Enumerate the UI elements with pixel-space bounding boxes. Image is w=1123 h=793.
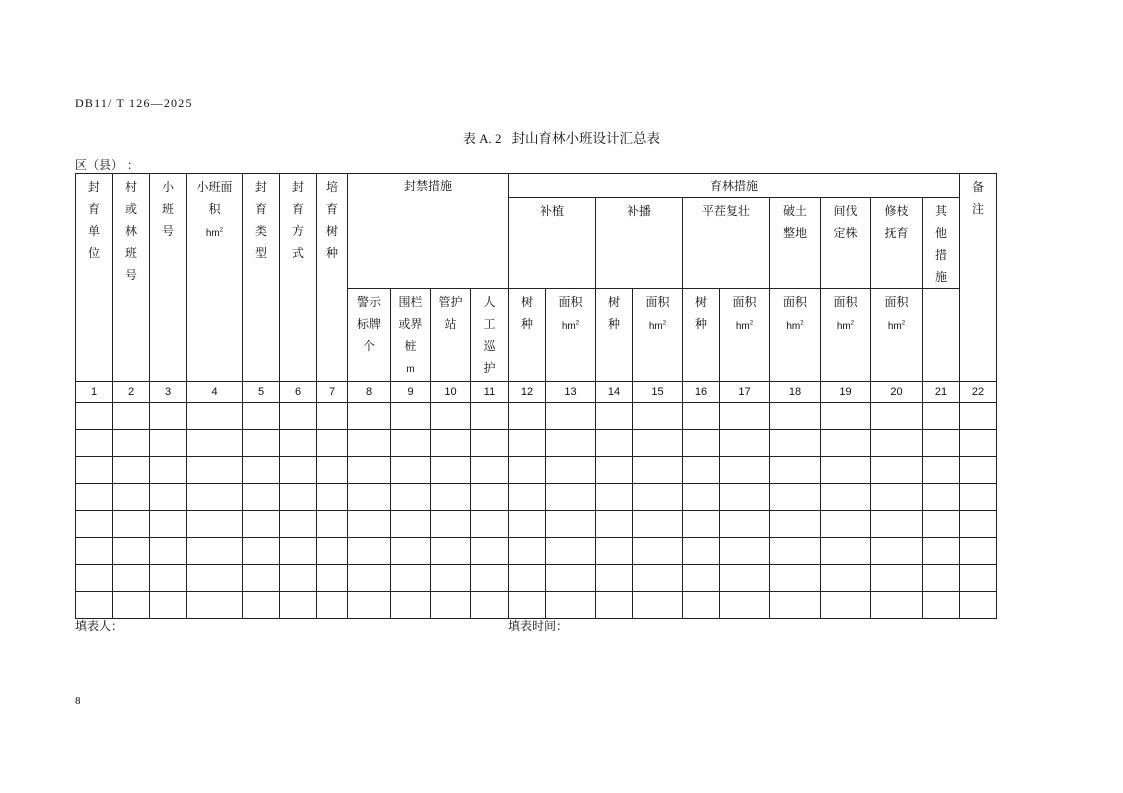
column-number-15: 15 [633, 382, 683, 403]
table-cell [923, 538, 960, 565]
table-cell [596, 484, 633, 511]
table-cell [76, 592, 113, 619]
column-number-22: 22 [960, 382, 997, 403]
table-cell [770, 538, 821, 565]
header-mian-ji-19-text: 面积 [833, 295, 858, 309]
table-cell [348, 484, 391, 511]
table-cell [317, 484, 348, 511]
header-shu-zhong-14: 树种 [596, 289, 633, 382]
header-qi-ta-cuo-shi: 其他措施 [923, 198, 960, 289]
table-cell [391, 511, 431, 538]
table-cell [720, 403, 770, 430]
table-cell [923, 565, 960, 592]
table-cell [633, 565, 683, 592]
table-cell [509, 565, 546, 592]
header-mian-ji-17-text: 面积 [732, 295, 757, 309]
column-number-12: 12 [509, 382, 546, 403]
table-cell [348, 403, 391, 430]
table-cell [546, 511, 596, 538]
table-cell [546, 403, 596, 430]
header-jing-shi-biao-pai [348, 289, 391, 382]
table-cell [596, 430, 633, 457]
column-number-6: 6 [280, 382, 317, 403]
table-cell [150, 484, 187, 511]
header-shu-zhong-12: 树种 [509, 289, 546, 382]
table-cell [150, 430, 187, 457]
header-xiao-ban-hao: 小班号 [150, 174, 187, 382]
table-cell [720, 484, 770, 511]
table-cell [683, 538, 720, 565]
table-cell [317, 565, 348, 592]
header-cun-lin-ban-hao: 村或林班号 [113, 174, 150, 382]
table-cell [923, 511, 960, 538]
column-number-18: 18 [770, 382, 821, 403]
table-cell [960, 484, 997, 511]
column-number-8: 8 [348, 382, 391, 403]
header-ping-cha-fu-zhuang: 平茬复壮 [683, 198, 770, 289]
table-cell [280, 484, 317, 511]
table-cell [596, 538, 633, 565]
table-cell [391, 592, 431, 619]
table-cell [471, 538, 509, 565]
header-xiao-ban-mian-ji [187, 174, 243, 382]
table-cell [280, 430, 317, 457]
table-cell [431, 592, 471, 619]
unit-ge: 个 [362, 339, 375, 353]
column-number-17: 17 [720, 382, 770, 403]
table-cell [923, 457, 960, 484]
table-cell [348, 457, 391, 484]
table-cell [187, 403, 243, 430]
table-cell [546, 565, 596, 592]
header-feng-yu-dan-wei: 封育单位 [76, 174, 113, 382]
table-cell [596, 403, 633, 430]
table-cell [187, 565, 243, 592]
table-cell [243, 403, 280, 430]
header-feng-yu-lei-xing: 封育类型 [243, 174, 280, 382]
table-cell [280, 511, 317, 538]
header-mian-ji-13-text: 面积 [558, 295, 583, 309]
header-pei-yu-shu-zhong: 培育树种 [317, 174, 348, 382]
header-bei-zhu: 备注 [960, 174, 997, 382]
table-cell [187, 484, 243, 511]
table-cell [280, 565, 317, 592]
table-cell [546, 457, 596, 484]
column-number-14: 14 [596, 382, 633, 403]
table-cell [243, 484, 280, 511]
header-mian-ji-18 [770, 289, 821, 382]
table-cell [596, 565, 633, 592]
table-cell [633, 511, 683, 538]
unit-hm2: $hm^2$ [648, 321, 667, 333]
table-cell [633, 484, 683, 511]
table-cell [821, 565, 871, 592]
unit-hm2: $hm^2$ [887, 321, 906, 333]
table-cell [923, 430, 960, 457]
header-feng-jin-cuo-shi: 封禁措施 [348, 174, 509, 289]
region-label: 区（县） ： [75, 158, 139, 172]
table-cell [720, 592, 770, 619]
table-cell [960, 430, 997, 457]
table-cell [76, 538, 113, 565]
header-mian-ji-20 [871, 289, 923, 382]
header-bu-bo: 补播 [596, 198, 683, 289]
table-cell [960, 592, 997, 619]
table-cell [509, 538, 546, 565]
table-cell [348, 511, 391, 538]
table-cell [770, 511, 821, 538]
table-cell [471, 592, 509, 619]
column-number-19: 19 [821, 382, 871, 403]
table-cell [391, 403, 431, 430]
table-cell [431, 403, 471, 430]
table-cell [243, 538, 280, 565]
table-cell [150, 511, 187, 538]
table-cell [317, 592, 348, 619]
header-xiu-zhi-fu-yu: 修枝抚育 [871, 198, 923, 289]
table-cell [348, 430, 391, 457]
table-cell [633, 430, 683, 457]
table-cell [871, 403, 923, 430]
table-cell [720, 430, 770, 457]
column-number-3: 3 [150, 382, 187, 403]
table-row [76, 538, 997, 565]
table-cell [960, 511, 997, 538]
table-cell [546, 538, 596, 565]
unit-hm2: $hm^2$ [786, 321, 804, 333]
table-cell [509, 403, 546, 430]
table-cell [871, 484, 923, 511]
table-cell [683, 592, 720, 619]
column-number-2: 2 [113, 382, 150, 403]
table-cell [317, 430, 348, 457]
table-cell [596, 592, 633, 619]
table-cell [871, 457, 923, 484]
table-cell [471, 511, 509, 538]
table-cell [187, 511, 243, 538]
table-cell [509, 511, 546, 538]
table-cell [243, 592, 280, 619]
column-number-4: 4 [187, 382, 243, 403]
standard-code: DB11/ T 126—2025 [75, 96, 193, 110]
design-summary-table [75, 173, 997, 619]
table-cell [871, 511, 923, 538]
table-cell [633, 538, 683, 565]
table-cell [317, 403, 348, 430]
column-number-21: 21 [923, 382, 960, 403]
table-cell [871, 430, 923, 457]
table-cell [871, 565, 923, 592]
page-number: 8 [75, 695, 81, 707]
table-cell [243, 457, 280, 484]
table-cell [76, 403, 113, 430]
table-cell [821, 403, 871, 430]
table-cell [431, 484, 471, 511]
table-cell [546, 592, 596, 619]
header-wei-lan-jie-zhuang [391, 289, 431, 382]
table-cell [770, 484, 821, 511]
table-cell [150, 592, 187, 619]
table-cell [280, 592, 317, 619]
table-cell [471, 430, 509, 457]
unit-hm2: $hm^2$ [836, 321, 855, 333]
table-cell [596, 511, 633, 538]
column-number-row [76, 382, 997, 403]
table-cell [770, 457, 821, 484]
table-cell [113, 430, 150, 457]
table-cell [113, 511, 150, 538]
table-cell [150, 403, 187, 430]
table-cell [683, 511, 720, 538]
header-jing-shi-biao-pai-text: 警示标牌 [356, 295, 381, 331]
table-cell [871, 592, 923, 619]
header-guan-hu-zhan: 管护站 [431, 289, 471, 382]
table-cell [76, 457, 113, 484]
header-shu-zhong-16: 树种 [683, 289, 720, 382]
table-cell [76, 484, 113, 511]
table-cell [720, 565, 770, 592]
table-row [76, 511, 997, 538]
table-cell [431, 430, 471, 457]
table-cell [431, 457, 471, 484]
table-cell [113, 403, 150, 430]
table-cell [683, 565, 720, 592]
table-cell [431, 538, 471, 565]
table-cell [113, 457, 150, 484]
header-mian-ji-19 [821, 289, 871, 382]
table-cell [821, 457, 871, 484]
filler-label: 填表人： [75, 619, 124, 633]
table-row [76, 565, 997, 592]
header-ren-gong-xun-hu: 人工巡护 [471, 289, 509, 382]
table-cell [348, 565, 391, 592]
table-cell [317, 511, 348, 538]
table-cell [187, 430, 243, 457]
table-cell [317, 538, 348, 565]
column-number-11: 11 [471, 382, 509, 403]
table-cell [150, 538, 187, 565]
table-cell [317, 457, 348, 484]
table-cell [546, 484, 596, 511]
table-cell [471, 457, 509, 484]
table-cell [187, 592, 243, 619]
table-cell [546, 430, 596, 457]
table-cell [683, 484, 720, 511]
table-cell [280, 538, 317, 565]
table-cell [431, 565, 471, 592]
table-cell [391, 484, 431, 511]
table-row [76, 430, 997, 457]
table-cell [720, 457, 770, 484]
table-cell [76, 430, 113, 457]
header-jian-fa-ding-zhu: 间伐定株 [821, 198, 871, 289]
table-cell [348, 592, 391, 619]
table-cell [113, 592, 150, 619]
table-cell [770, 403, 821, 430]
table-cell [770, 592, 821, 619]
table-cell [683, 457, 720, 484]
table-cell [76, 565, 113, 592]
table-cell [821, 511, 871, 538]
table-cell [596, 457, 633, 484]
column-number-16: 16 [683, 382, 720, 403]
table-cell [633, 592, 683, 619]
table-cell [821, 484, 871, 511]
column-number-7: 7 [317, 382, 348, 403]
column-number-5: 5 [243, 382, 280, 403]
column-number-1: 1 [76, 382, 113, 403]
header-mian-ji-13 [546, 289, 596, 382]
table-title-text: 封山育林小班设计汇总表 [511, 131, 661, 147]
table-cell [633, 403, 683, 430]
table-cell [471, 484, 509, 511]
table-cell [871, 538, 923, 565]
table-row [76, 484, 997, 511]
table-cell [509, 484, 546, 511]
table-cell [280, 457, 317, 484]
table-row [76, 457, 997, 484]
table-cell [391, 538, 431, 565]
table-cell [633, 457, 683, 484]
column-number-10: 10 [431, 382, 471, 403]
table-cell [113, 484, 150, 511]
table-cell [150, 565, 187, 592]
header-mian-ji-15-text: 面积 [645, 295, 670, 309]
table-cell [113, 538, 150, 565]
header-po-tu-zheng-di: 破土整地 [770, 198, 821, 289]
column-number-20: 20 [871, 382, 923, 403]
unit-hm2: $hm^2$ [735, 321, 754, 333]
table-cell [391, 565, 431, 592]
table-cell [391, 430, 431, 457]
table-cell [923, 592, 960, 619]
table-cell [243, 565, 280, 592]
table-cell [187, 457, 243, 484]
header-bu-zhi: 补植 [509, 198, 596, 289]
table-cell [770, 430, 821, 457]
table-cell [683, 430, 720, 457]
table-cell [280, 403, 317, 430]
table-cell [770, 565, 821, 592]
table-cell [431, 511, 471, 538]
unit-m: m [406, 364, 415, 375]
table-cell [471, 565, 509, 592]
fill-time-label: 填表时间： [508, 619, 569, 633]
header-wei-lan-jie-zhuang-text: 围栏或界桩 [398, 295, 423, 353]
header-mian-ji-17 [720, 289, 770, 382]
table-number: 表 A. 2 [462, 131, 502, 146]
header-mian-ji-15 [633, 289, 683, 382]
table-cell [821, 430, 871, 457]
table-cell [960, 403, 997, 430]
table-cell [509, 592, 546, 619]
table-title [0, 127, 1123, 147]
table-cell [243, 511, 280, 538]
table-cell [821, 592, 871, 619]
column-number-9: 9 [391, 382, 431, 403]
table-cell [960, 565, 997, 592]
header-xiao-ban-mian-ji-text: 小班面积 [196, 180, 233, 216]
table-cell [348, 538, 391, 565]
header-yu-lin-cuo-shi: 育林措施 [509, 174, 960, 198]
table-cell [923, 403, 960, 430]
table-cell [509, 457, 546, 484]
header-empty-21 [923, 289, 960, 382]
table-cell [821, 538, 871, 565]
unit-hm2: $hm^2$ [205, 228, 224, 240]
table-cell [720, 538, 770, 565]
header-feng-yu-fang-shi: 封育方式 [280, 174, 317, 382]
table-cell [683, 403, 720, 430]
column-number-13: 13 [546, 382, 596, 403]
table-cell [150, 457, 187, 484]
table-cell [471, 403, 509, 430]
table-row [76, 403, 997, 430]
table-cell [960, 457, 997, 484]
table-cell [187, 538, 243, 565]
table-row [76, 592, 997, 619]
table-cell [509, 430, 546, 457]
table-cell [76, 511, 113, 538]
table-cell [391, 457, 431, 484]
table-cell [960, 538, 997, 565]
header-mian-ji-20-text: 面积 [884, 295, 909, 309]
header-mian-ji-18-text: 面积 [782, 295, 807, 309]
table-cell [720, 511, 770, 538]
unit-hm2: $hm^2$ [561, 321, 580, 333]
table-cell [113, 565, 150, 592]
table-cell [243, 430, 280, 457]
table-cell [923, 484, 960, 511]
